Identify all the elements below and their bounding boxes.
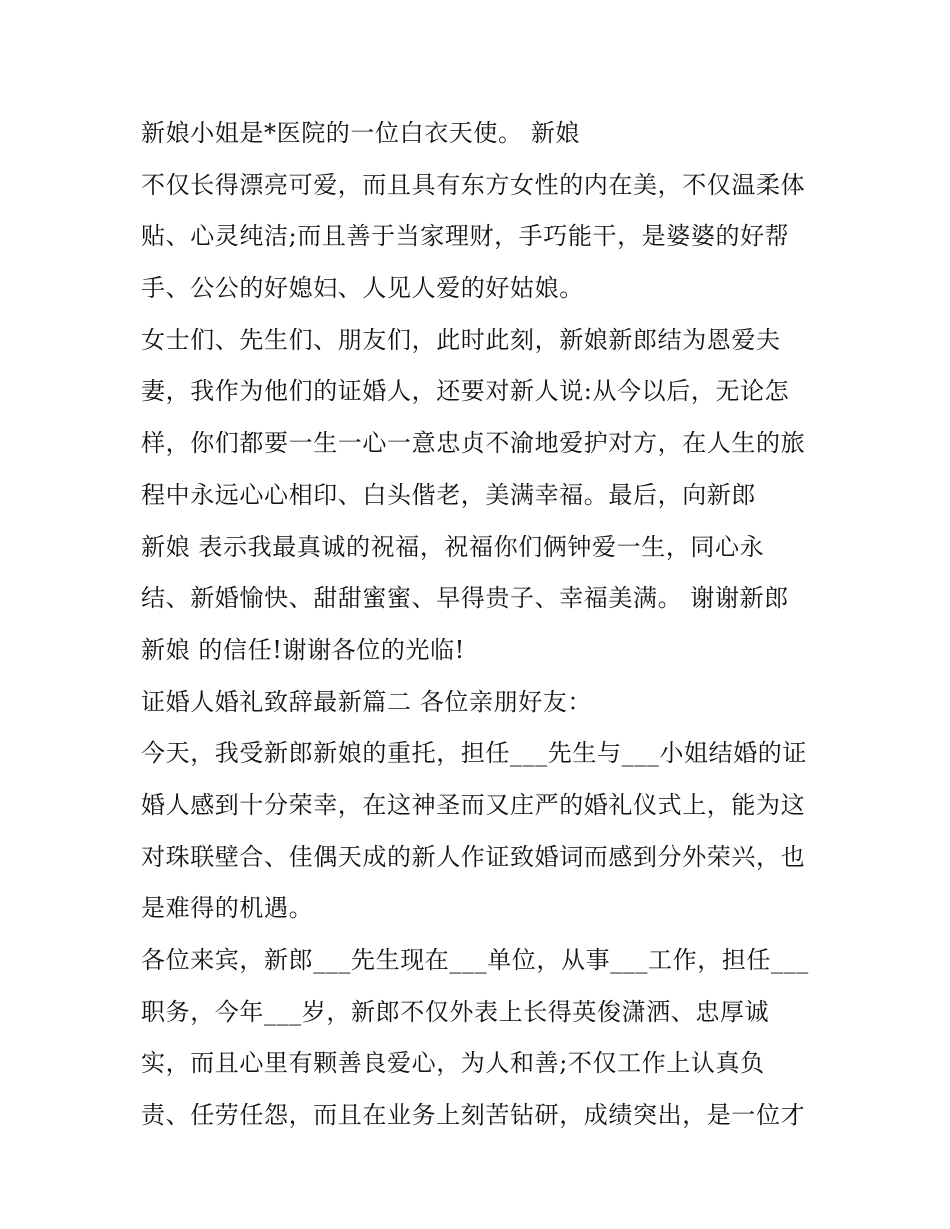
text-line: 新娘小姐是*医院的一位白衣天使。 新娘 [141,119,581,147]
text-line: 新娘 的信任!谢谢各位的光临! [141,635,465,664]
text-line: 职务，今年___岁，新郎不仅外表上长得英俊潇洒、忠厚诚 [141,997,770,1026]
section-heading: 证婚人婚礼致辞最新篇二 各位亲朋好友： [141,687,593,716]
text-line: 女士们、先生们、朋友们，此时此刻，新娘新郎结为恩爱夫 [141,325,781,354]
text-line: 各位来宾，新郎___先生现在___单位，从事___工作，担任___ [141,946,809,974]
text-line: 实，而且心里有颗善良爱心，为人和善;不仅工作上认真负 [141,1049,765,1078]
text-line: 妻，我作为他们的证婚人，还要对新人说:从今以后，无论怎 [141,377,790,406]
document-body [141,108,831,1142]
text-line: 结、新婚愉快、甜甜蜜蜜、早得贵子、幸福美满。 谢谢新郎 [141,584,789,613]
text-line: 婚人感到十分荣幸，在这神圣而又庄严的婚礼仪式上，能为这 [141,790,806,819]
text-line: 是难得的机遇。 [141,894,314,923]
text-line: 对珠联壁合、佳偶天成的新人作证致婚词而感到分外荣兴，也 [141,842,806,871]
text-line: 责、任劳任怨，而且在业务上刻苦钻研，成绩突出，是一位才 [141,1101,806,1130]
text-line: 手、公公的好媳妇、人见人爱的好姑娘。 [141,274,584,303]
text-line: 贴、心灵纯洁;而且善于当家理财，手巧能干，是婆婆的好帮 [141,222,790,251]
text-line: 程中永远心心相印、白头偕老，美满幸福。最后，向新郎 [141,480,756,509]
text-line: 今天，我受新郎新娘的重托，担任___先生与___小姐结婚的证 [141,739,807,768]
text-line: 新娘 表示我最真诚的祝福，祝福你们俩钟爱一生，同心永 [141,532,765,561]
text-line: 样，你们都要一生一心一意忠贞不渝地爱护对方，在人生的旅 [141,429,806,458]
text-line: 不仅长得漂亮可爱，而且具有东方女性的内在美，不仅温柔体 [141,170,806,199]
